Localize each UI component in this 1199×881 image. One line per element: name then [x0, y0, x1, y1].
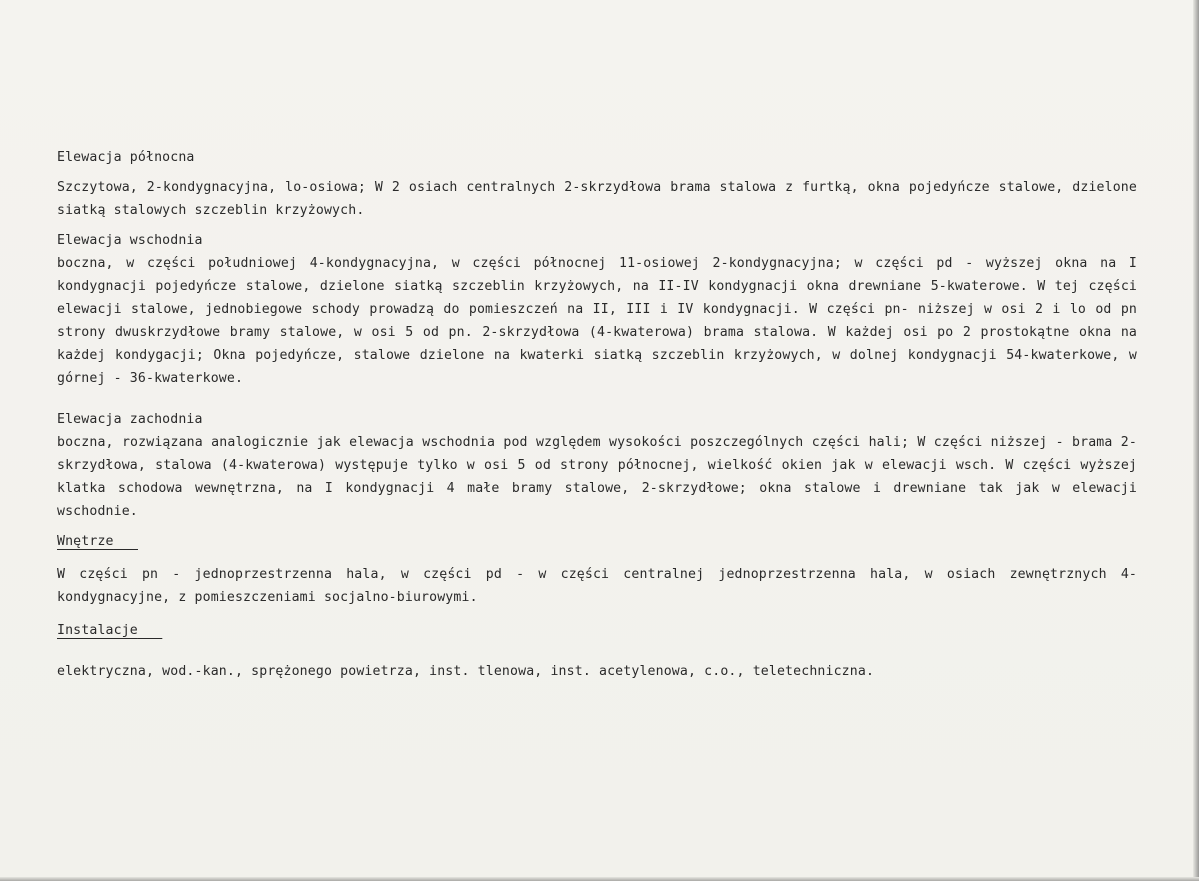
- heading-interior: Wnętrze: [57, 534, 114, 549]
- text-north-elevation: Szczytowa, 2-kondygnacyjna, lo-osiowa; W 2 osiach centralnych 2-skrzydłowa brama stalowa z furtką, okna pojedyńcze stalowe, dzielone siatką stalowych szczeblin krzyżowych.: [57, 180, 1137, 218]
- document-body: [57, 146, 1137, 683]
- text-interior: W części pn - jednoprzestrzenna hala, w części pd - w części centralnej jednoprzestrzenna hala, w osiach zewnętrznych 4-kondygnacyjne, z pomieszczeniami socjalno-biurowymi.: [57, 567, 1137, 605]
- heading-installations: Instalacje: [57, 623, 138, 638]
- page-edge-bottom: [0, 877, 1199, 881]
- heading-west-elevation: Elewacja zachodnia: [57, 412, 203, 427]
- heading-north-elevation: Elewacja północna: [57, 150, 195, 165]
- text-installations: elektryczna, wod.-kan., sprężonego powietrza, inst. tlenowa, inst. acetylenowa, c.o., teletechniczna.: [57, 664, 875, 679]
- text-west-elevation: boczna, rozwiązana analogicznie jak elewacja wschodnia pod względem wysokości poszczególnych części hali; W części niższej - brama 2-skrzydłowa, stalowa (4-kwaterowa) występuje tylko w osi 5 od strony północnej, wielkość okien jak w elewacji wsch. W części wyższej klatka schodowa wewnętrzna, na I kondygnacji 4 małe bramy stalowe, 2-skrzydłowe; okna stalowe i drewniane tak jak w elewacji wschodnie.: [57, 435, 1137, 519]
- heading-east-elevation: Elewacja wschodnia: [57, 233, 203, 248]
- text-east-elevation: boczna, w części południowej 4-kondygnacyjna, w części północnej 11-osiowej 2-kondygnacyjna; w części pd - wyższej okna na I kondygnacji pojedyńcze stalowe, dzielone siatką szczeblin krzyżowych, na II-IV kondygnacji okna drewniane 5-kwaterowe. W tej części elewacji stalowe, jednobiegowe schody prowadzą do pomieszczeń na II, III i IV kondygnacji. W części pn- niższej w osi 2 i lo od pn strony dwuskrzydłowe bramy stalowe, w osi 5 od pn. 2-skrzydłowa (4-kwaterowa) brama stalowa. W każdej osi po 2 prostokątne okna na każdej kondygacji; Okna pojedyńcze, stalowe dzielone na kwaterki siatką szczeblin krzyżowych, w dolnej kondygnacji 54-kwaterkowe, w górnej - 36-kwaterkowe.: [57, 256, 1137, 386]
- page-edge-right: [1193, 0, 1199, 881]
